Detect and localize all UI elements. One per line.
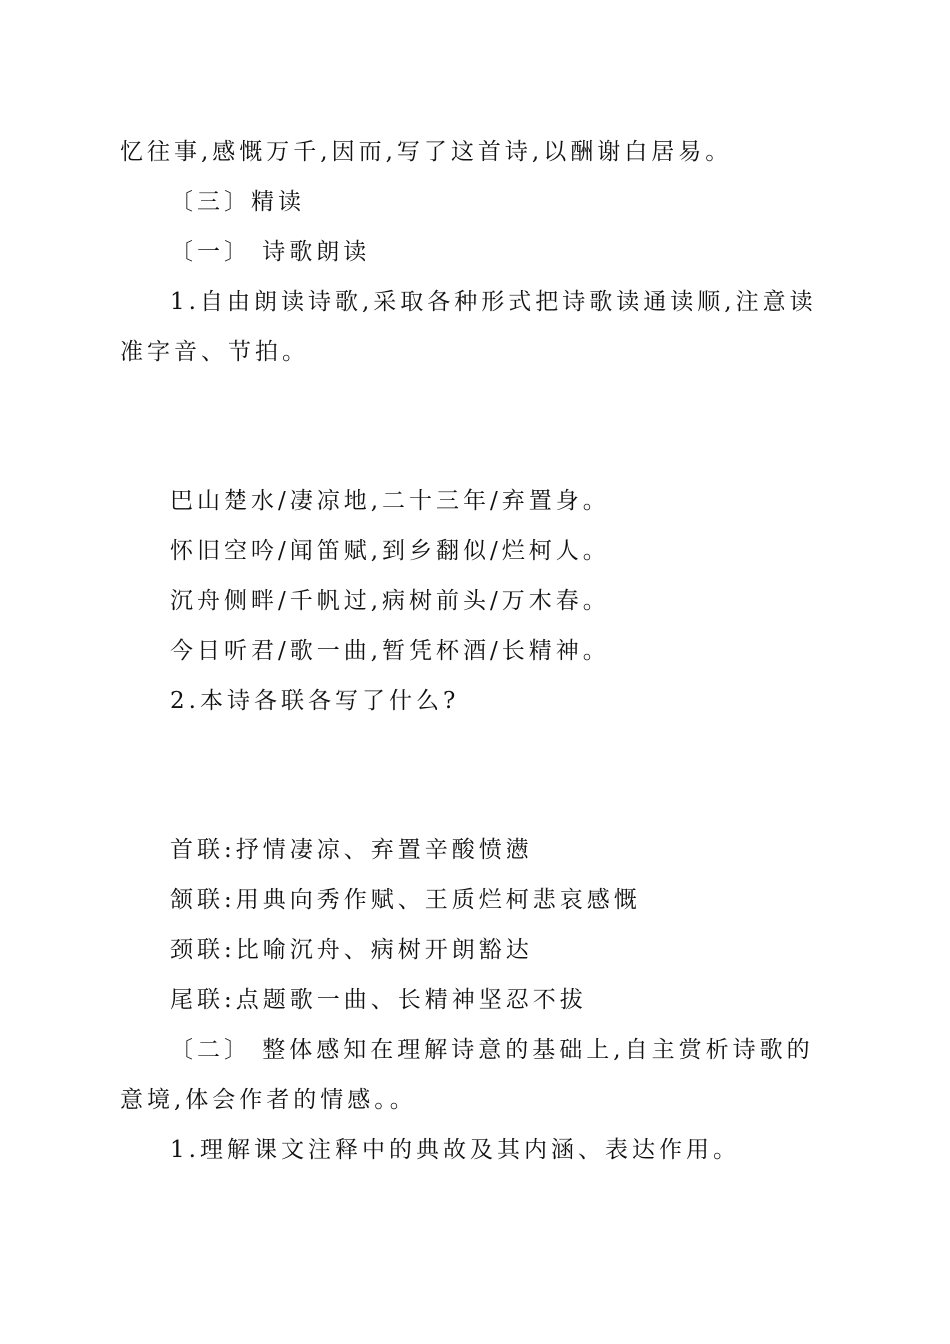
spacer — [120, 726, 835, 825]
couplet-note: 颔联:用典向秀作赋、王质烂柯悲哀感慨 — [170, 887, 641, 913]
couplet-note: 尾联:点题歌一曲、长精神坚忍不拔 — [170, 987, 587, 1013]
paragraph-continuation: 忆往事,感慨万千,因而,写了这首诗,以酬谢白居易。 — [120, 139, 733, 165]
list-item-read-aloud: 1.自由朗读诗歌,采取各种形式把诗歌读通读顺,注意读准字音、节拍。 — [120, 289, 817, 365]
subsection-overall-perception: 〔二〕 整体感知在理解诗意的基础上,自主赏析诗歌的意境,体会作者的情感。。 — [120, 1037, 814, 1113]
poem-line: 怀旧空吟/闻笛赋,到乡翻似/烂柯人。 — [170, 538, 610, 564]
spacer — [120, 377, 835, 476]
subsection-heading-poem-reading: 〔一〕 诗歌朗读 — [170, 239, 371, 265]
poem-line: 巴山楚水/凄凉地,二十三年/弃置身。 — [170, 488, 610, 514]
document-page — [120, 127, 835, 1175]
couplet-note: 首联:抒情凄凉、弃置辛酸愤懑 — [170, 837, 533, 863]
list-item-allusions: 1.理解课文注释中的典故及其内涵、表达作用。 — [170, 1137, 740, 1163]
poem-line: 沉舟侧畔/千帆过,病树前头/万木春。 — [170, 588, 610, 614]
poem-line: 今日听君/歌一曲,暂凭杯酒/长精神。 — [170, 638, 610, 664]
list-item-couplet-question: 2.本诗各联各写了什么? — [170, 688, 460, 714]
section-heading-intensive-reading: 〔三〕精读 — [170, 189, 305, 215]
couplet-note: 颈联:比喻沉舟、病树开朗豁达 — [170, 937, 533, 963]
